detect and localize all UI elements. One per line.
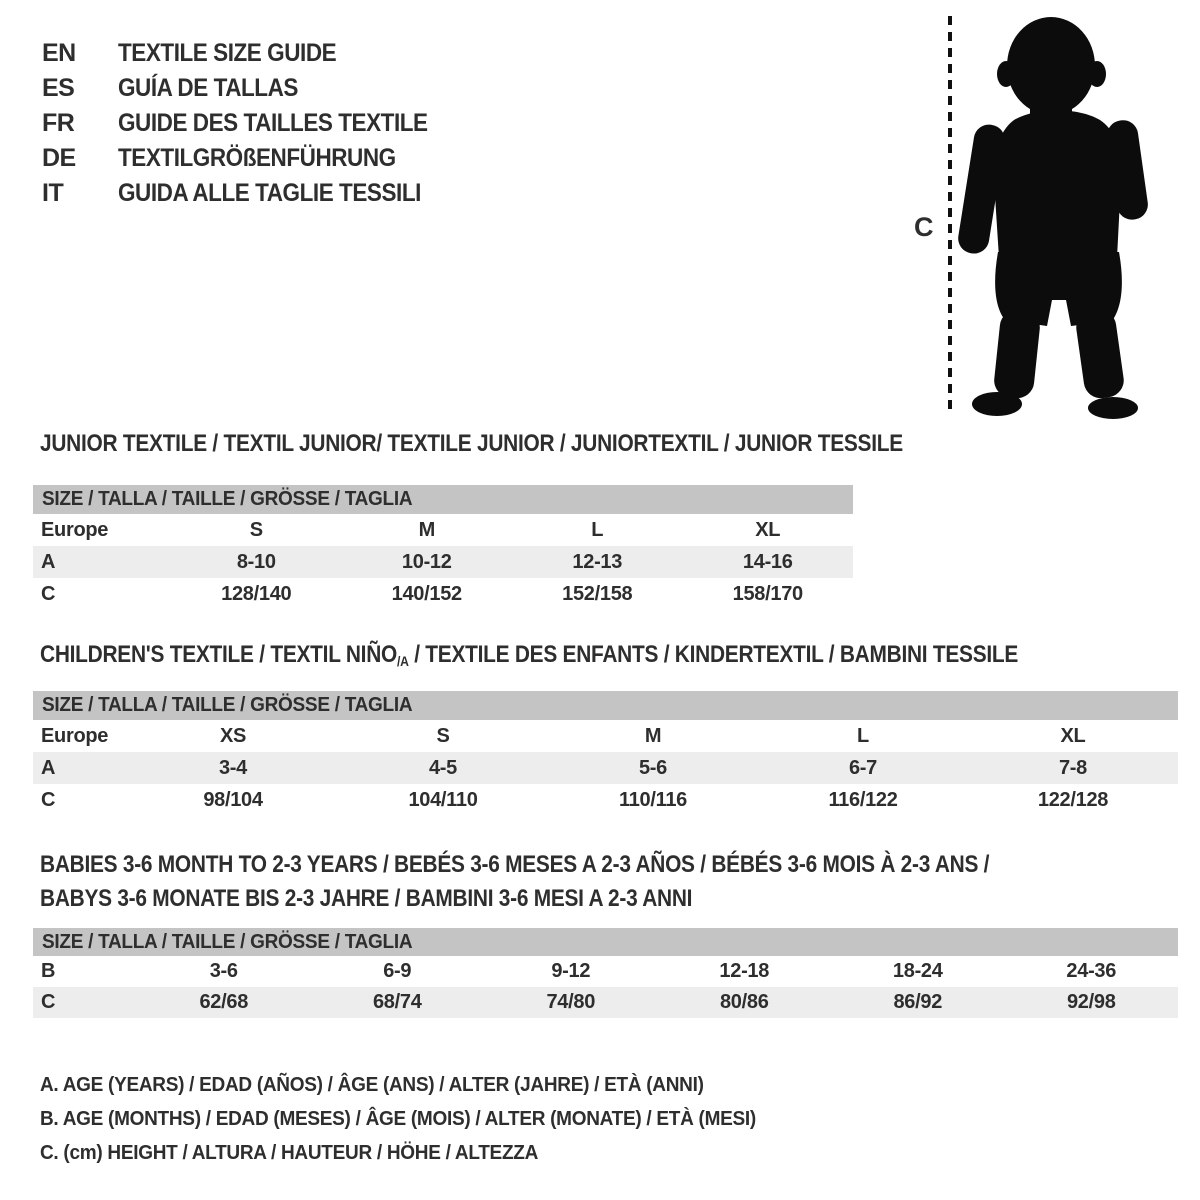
age-cell: 12-13 — [572, 550, 623, 573]
height-cell: 80/86 — [719, 991, 769, 1013]
babies-months-row — [33, 956, 1178, 987]
language-code: DE — [42, 144, 76, 172]
row-key-cell: C — [41, 788, 56, 811]
height-cell: 62/68 — [199, 991, 249, 1013]
size-header-label: SIZE / TALLA / TAILLE / GRÖSSE / TAGLIA — [42, 488, 413, 510]
legend-line-b: B. AGE (MONTHS) / EDAD (MESES) / ÂGE (MOIS) / ALTER (MONATE) / ETÀ (MESI) — [40, 1107, 756, 1130]
height-cell: 68/74 — [372, 991, 422, 1013]
height-measure-label: C — [914, 212, 934, 242]
height-cell: 86/92 — [893, 991, 943, 1013]
children-height-row — [33, 784, 1178, 816]
junior-age-row — [33, 546, 853, 578]
babies-heading-line1: BABIES 3-6 MONTH TO 2-3 YEARS / BEBÉS 3-6 MESES A 2-3 AÑOS / BÉBÉS 3-6 MOIS À 2-3 ANS / — [40, 851, 990, 878]
heading-subscript: /A — [397, 653, 409, 669]
size-header-label: SIZE / TALLA / TAILLE / GRÖSSE / TAGLIA — [42, 930, 413, 953]
size-cell: M — [418, 518, 435, 541]
height-cell: 98/104 — [203, 788, 263, 811]
language-row-es — [42, 71, 462, 106]
legend — [40, 1068, 794, 1170]
language-row-it — [42, 176, 462, 211]
language-title: GUÍA DE TALLAS — [118, 74, 298, 102]
months-cell: 24-36 — [1066, 960, 1117, 982]
months-cell: 12-18 — [719, 960, 770, 982]
language-title: TEXTILGRÖßENFÜHRUNG — [118, 144, 396, 172]
height-cell: 116/122 — [828, 788, 898, 811]
language-title-list — [42, 36, 462, 211]
size-cell: L — [591, 518, 604, 541]
babies-heading-line2: BABYS 3-6 MONATE BIS 2-3 JAHRE / BAMBINI 3-6 MESI A 2-3 ANNI — [40, 885, 693, 912]
language-title: GUIDA ALLE TAGLIE TESSILI — [118, 179, 421, 207]
language-code: ES — [42, 74, 75, 102]
junior-size-table — [33, 485, 853, 610]
children-size-header-bar — [33, 691, 1178, 720]
junior-size-header-bar — [33, 485, 853, 514]
height-cell: 128/140 — [221, 582, 292, 605]
region-label-cell: Europe — [41, 724, 109, 747]
size-cell: M — [644, 724, 662, 747]
row-key-cell: A — [41, 550, 56, 573]
language-row-en — [42, 36, 462, 71]
height-cell: 158/170 — [732, 582, 803, 605]
children-region-row — [33, 720, 1178, 752]
row-key-cell: C — [41, 991, 56, 1013]
age-cell: 7-8 — [1058, 756, 1087, 779]
legend-line-a: A. AGE (YEARS) / EDAD (AÑOS) / ÂGE (ANS) / ALTER (JAHRE) / ETÀ (ANNI) — [40, 1073, 704, 1096]
size-cell: L — [857, 724, 869, 747]
height-cell: 140/152 — [391, 582, 462, 605]
age-cell: 4-5 — [428, 756, 457, 779]
junior-section-heading: JUNIOR TEXTILE / TEXTIL JUNIOR/ TEXTILE JUNIOR / JUNIORTEXTIL / JUNIOR TESSILE — [40, 430, 903, 457]
children-size-table — [33, 691, 1178, 816]
legend-line-c: C. (cm) HEIGHT / ALTURA / HAUTEUR / HÖHE / ALTEZZA — [40, 1141, 539, 1164]
height-cell: 110/116 — [619, 788, 687, 811]
size-cell: S — [436, 724, 450, 747]
babies-size-table — [33, 928, 1178, 1018]
age-cell: 5-6 — [638, 756, 667, 779]
region-label-cell: Europe — [41, 518, 109, 541]
children-age-row — [33, 752, 1178, 784]
junior-region-row — [33, 514, 853, 546]
height-cell: 74/80 — [546, 991, 596, 1013]
babies-size-header-bar — [33, 928, 1178, 956]
children-section-heading: CHILDREN'S TEXTILE / TEXTIL NIÑO/A / TEXTILE DES ENFANTS / KINDERTEXTIL / BAMBINI TESSILE — [40, 641, 1019, 669]
height-cell: 92/98 — [1066, 991, 1116, 1013]
age-cell: 8-10 — [236, 550, 276, 573]
babies-section-heading — [40, 848, 1131, 916]
language-title: TEXTILE SIZE GUIDE — [118, 39, 337, 67]
age-cell: 10-12 — [401, 550, 452, 573]
size-cell: XS — [219, 724, 247, 747]
language-row-fr — [42, 106, 462, 141]
row-key-cell: A — [41, 756, 56, 779]
height-cell: 152/158 — [562, 582, 633, 605]
language-code: FR — [42, 109, 75, 137]
age-cell: 6-7 — [848, 756, 877, 779]
months-cell: 3-6 — [209, 960, 238, 982]
months-cell: 6-9 — [383, 960, 412, 982]
language-row-de — [42, 141, 462, 176]
size-header-label: SIZE / TALLA / TAILLE / GRÖSSE / TAGLIA — [42, 694, 413, 716]
size-cell: XL — [1060, 724, 1086, 747]
junior-height-row — [33, 578, 853, 610]
baby-silhouette-icon — [958, 8, 1158, 420]
height-cell: 122/128 — [1037, 788, 1109, 811]
language-title: GUIDE DES TAILLES TEXTILE — [118, 109, 428, 137]
language-code: EN — [42, 39, 76, 67]
size-cell: XL — [755, 518, 781, 541]
height-cell: 104/110 — [408, 788, 478, 811]
months-cell: 18-24 — [892, 960, 943, 982]
row-key-cell: B — [41, 960, 56, 982]
height-measure-line — [948, 16, 952, 414]
months-cell: 9-12 — [551, 960, 591, 982]
language-code: IT — [42, 179, 64, 207]
size-cell: S — [249, 518, 263, 541]
row-key-cell: C — [41, 582, 56, 605]
babies-height-row — [33, 987, 1178, 1018]
age-cell: 14-16 — [742, 550, 793, 573]
age-cell: 3-4 — [218, 756, 247, 779]
